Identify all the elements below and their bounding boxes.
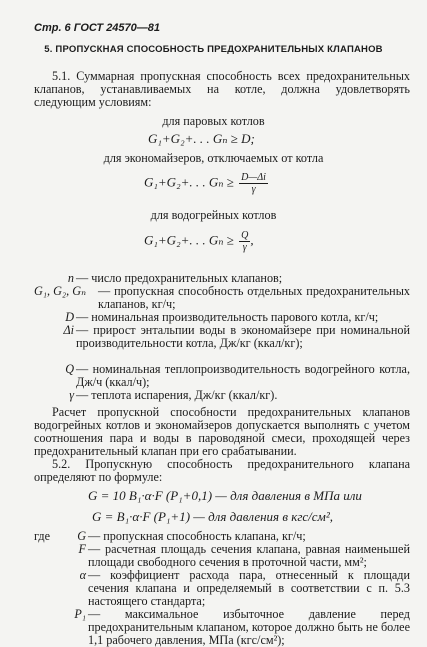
definition-text: — расчетная площадь сечения клапана, равная наименьшей площади свободного сечения в проточной части, мм²;: [88, 542, 410, 569]
formula-2-denominator: γ: [251, 184, 256, 195]
formula-2-left: G₁+G₂+. . . Gₙ ≥: [144, 174, 234, 190]
formula-3-numerator: Q: [241, 230, 249, 241]
page-header: Стр. 6 ГОСТ 24570—81: [34, 22, 161, 34]
definition-text: — число предохранительных клапанов;: [76, 271, 283, 285]
formula-5: G = B₁·α·F (P₁+1) — для давления в кгс/см²,: [92, 509, 333, 524]
definition-text: — коэффициент расхода пара, отнесенный к площади сечения клапана и определяемый в соответствии с п. 5.3 настоящего стандарта;: [88, 568, 410, 608]
definition-text: — номинальная производительность парового котла, кг/ч;: [76, 310, 379, 324]
definition-text: — теплота испарения, Дж/кг (ккал/кг).: [76, 388, 278, 402]
paragraph-5-1: 5.1. Суммарная пропускная способность всех предохранительных клапанов, устанавливаемых на котле, должна удовлетворять следующим условиям:: [34, 69, 410, 109]
definition-term: Δi: [63, 323, 74, 337]
definition-text: — пропускная способность клапана, кг/ч;: [88, 529, 306, 543]
condition-steam-boilers: для паровых котлов: [162, 114, 265, 128]
definition-term: F: [78, 542, 86, 556]
definition-term: G: [77, 529, 86, 543]
definition-term: P₁: [74, 607, 86, 621]
formula-1: G₁+G₂+. . . Gₙ ≥ D;: [148, 131, 255, 146]
definition-text: — номинальная теплопроизводительность водогрейного котла, Дж/ч (ккал/ч);: [76, 362, 410, 389]
definition-text: — прирост энтальпии воды в экономайзере при номинальной производительности котла, Дж/кг (ккал/кг);: [76, 323, 410, 350]
condition-hot-water-boilers: для водогрейных котлов: [150, 208, 277, 222]
paragraph-calculation: Расчет пропускной способности предохранительных клапанов водогрейных котлов и экономайзеров допускается выполнять с учетом соотношения пара и воды в пароводяной смеси, проходящей через предохранительный клапан при его срабатывании.: [34, 405, 410, 458]
formula-3: G₁+G₂+. . . Gₙ ≥ $\frac{Q}{\gamma}$ ,: [144, 230, 254, 253]
definition-term: G₁, G₂, Gₙ: [34, 284, 87, 298]
formula-2-numerator: D—Δi: [241, 172, 266, 183]
formula-4: G = 10 B₁·α·F (P₁+0,1) — для давления в МПа или: [88, 488, 362, 503]
definition-term: Q: [65, 362, 74, 376]
definition-text: — максимальное избыточное давление перед предохранительным клапаном, которое должно быть не более 1,1 рабочего давления, МПа (кгс/см²);: [88, 607, 410, 647]
formula-2: [144, 172, 268, 195]
where-label: где: [34, 529, 51, 543]
definition-term: n: [67, 271, 74, 285]
formula-2-fraction: [239, 172, 268, 195]
definition-term: D: [65, 310, 74, 324]
definition-term: γ: [69, 388, 74, 402]
condition-economizers: для экономайзеров, отключаемых от котла: [103, 151, 324, 165]
formula-3-denominator: γ: [242, 242, 247, 253]
definition-text: — пропускная способность отдельных предохранительных клапанов, кг/ч;: [98, 284, 410, 311]
formula-3-fraction: [239, 230, 250, 253]
paragraph-5-2: 5.2. Пропускную способность предохранительного клапана определяют по формуле:: [34, 457, 410, 484]
section-title: 5. ПРОПУСКНАЯ СПОСОБНОСТЬ ПРЕДОХРАНИТЕЛЬНЫХ КЛАПАНОВ: [44, 44, 383, 55]
formula-3-left: G₁+G₂+. . . Gₙ ≥: [144, 232, 234, 248]
definition-term: α: [79, 568, 86, 582]
